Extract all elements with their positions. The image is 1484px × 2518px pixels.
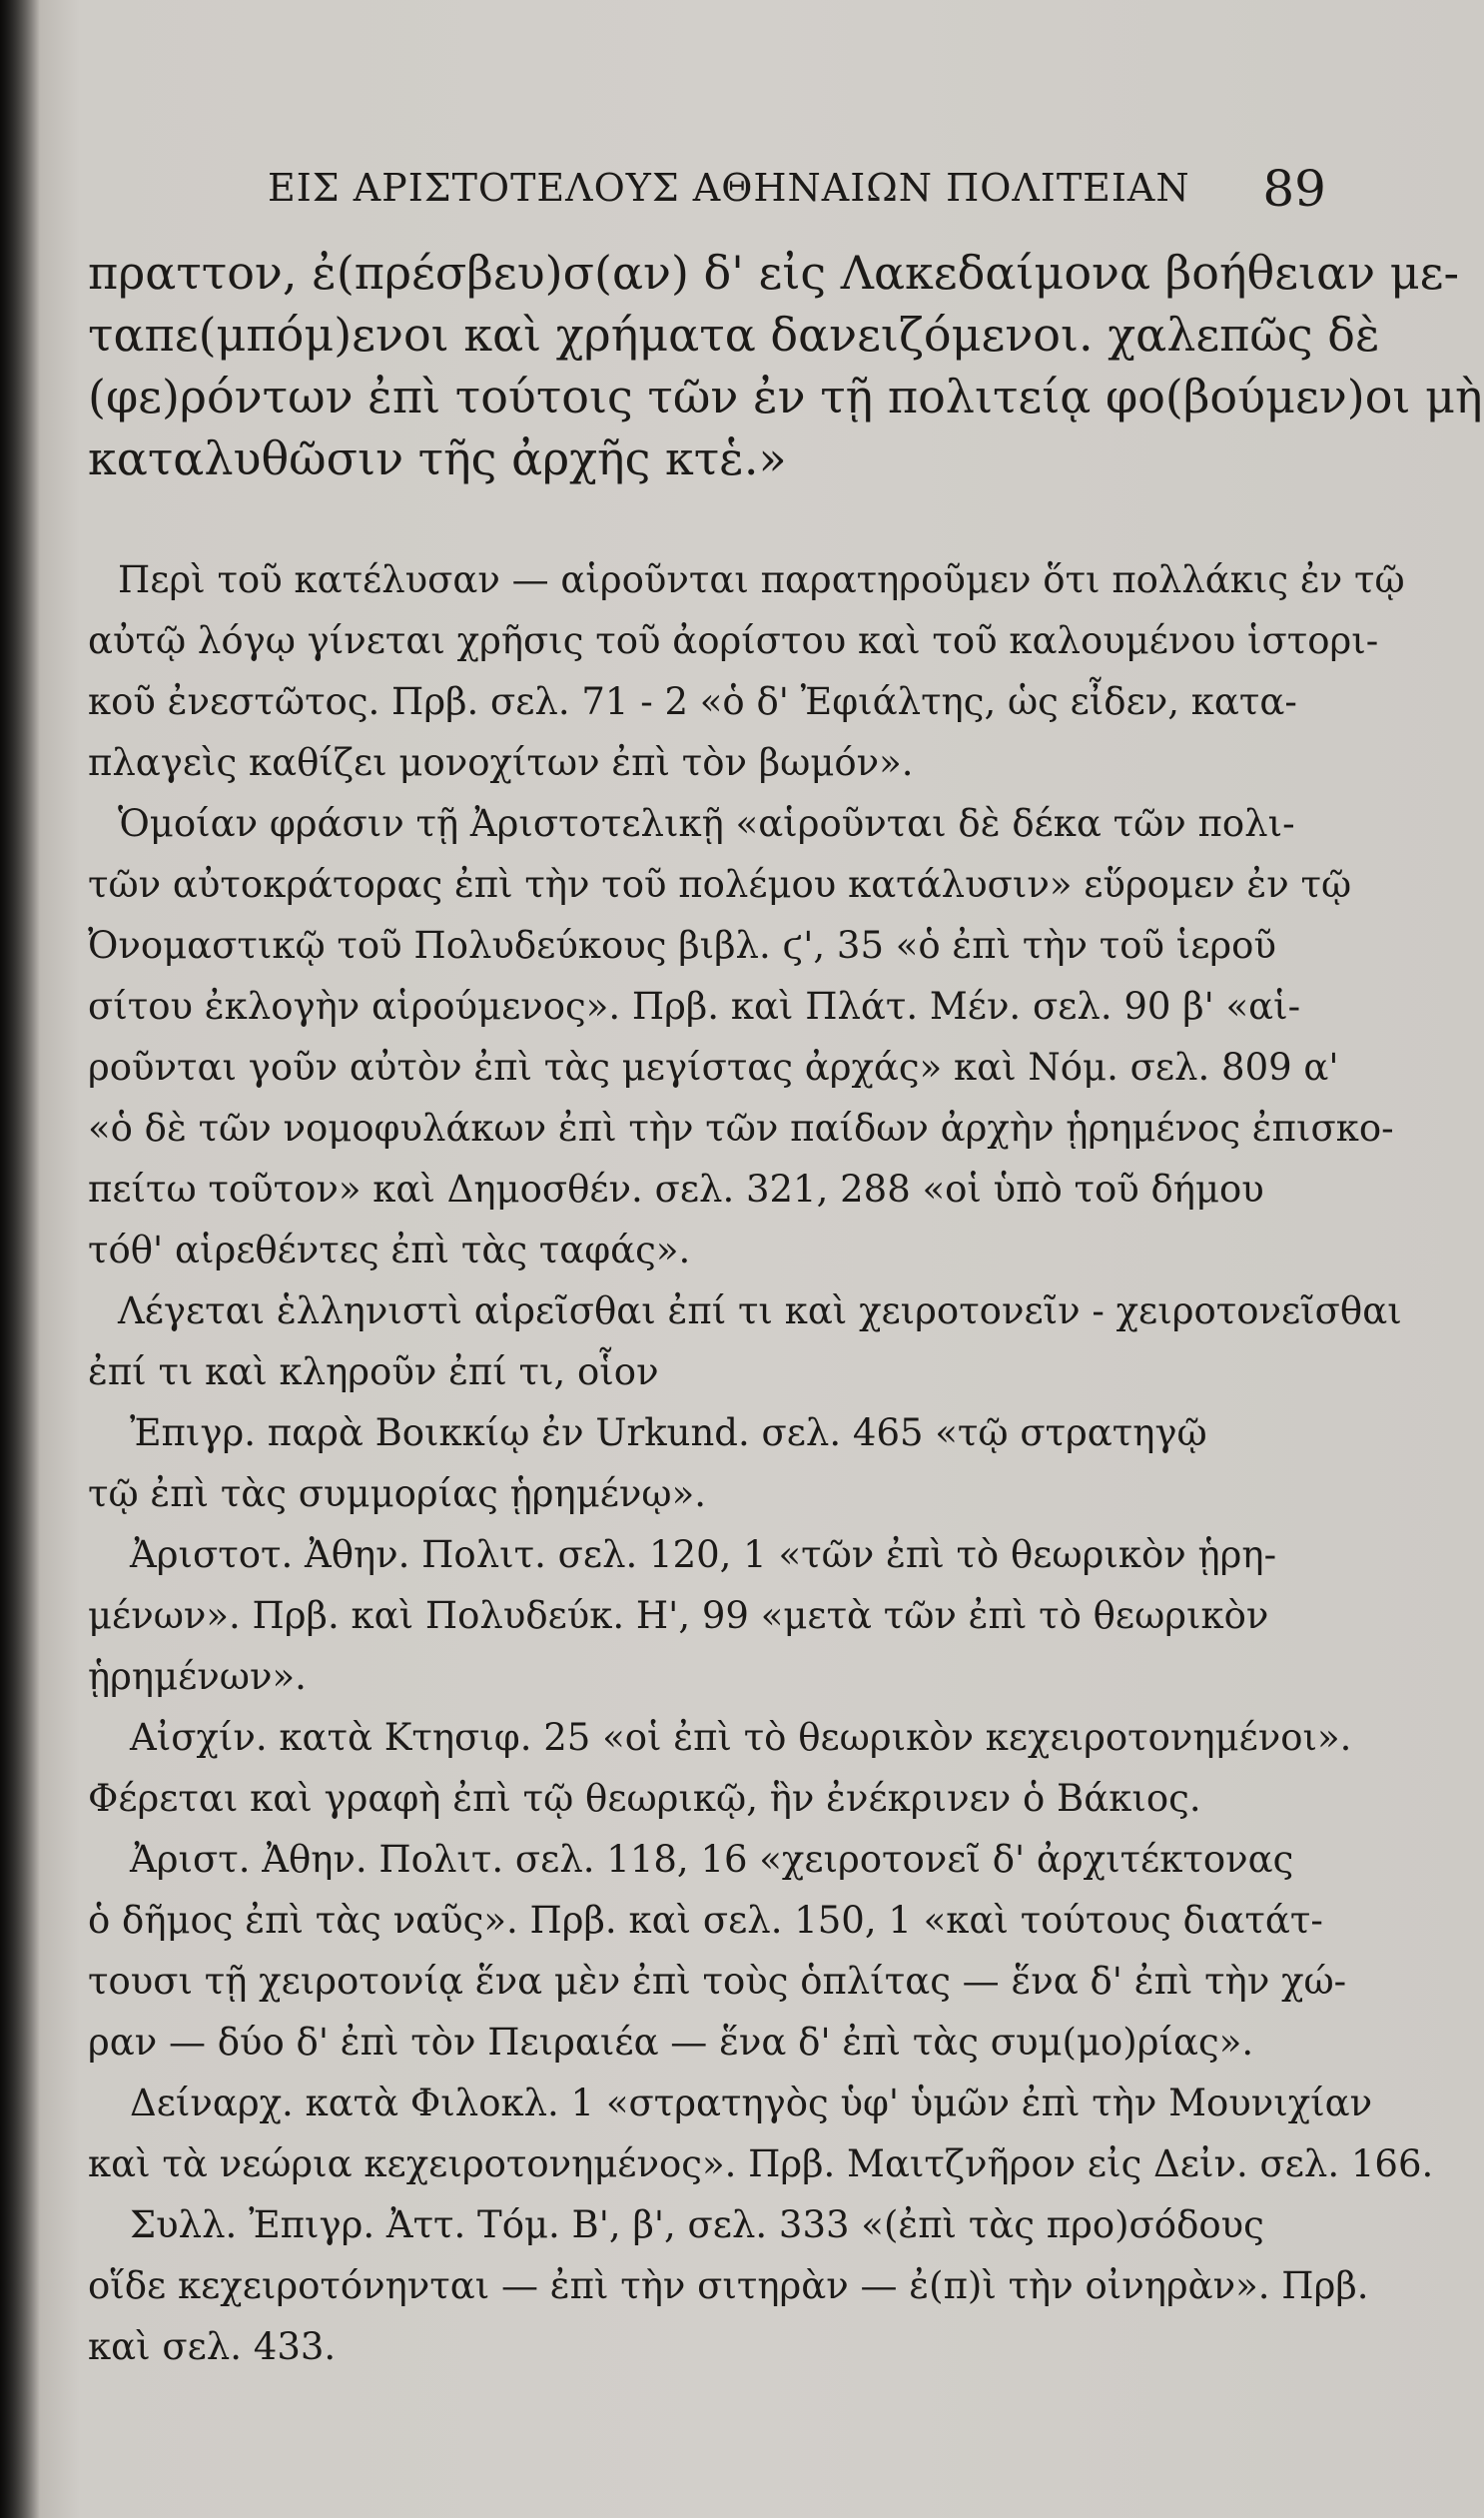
- text-line: Φέρεται καὶ γραφὴ ἐπὶ τῷ θεωρικῷ, ἣν ἐνέκρινεν ὁ Βάκιος.: [88, 1777, 1201, 1820]
- text-line: σίτου ἐκλογὴν αἱρούμενος». Πρβ. καὶ Πλάτ. Μέν. σελ. 90 β' «αἱ-: [88, 985, 1301, 1028]
- text-line: ταπε(μπόμ)ενοι καὶ χρήματα δανειζόμενοι. χαλεπῶς δὲ: [88, 308, 1380, 362]
- text-line: Ἀριστ. Ἀθην. Πολιτ. σελ. 118, 16 «χειροτονεῖ δ' ἀρχιτέκτονας: [130, 1838, 1294, 1881]
- text-line: κοῦ ἐνεστῶτος. Πρβ. σελ. 71 - 2 «ὁ δ' Ἐφιάλτης, ὡς εἶδεν, κατα-: [88, 680, 1297, 723]
- commentary-block: [88, 549, 1434, 2377]
- page-header: [268, 160, 1326, 220]
- spine-shadow: [0, 0, 40, 2518]
- text-line: μένων». Πρβ. καὶ Πολυδεύκ. Η', 99 «μετὰ τῶν ἐπὶ τὸ θεωρικὸν: [88, 1594, 1269, 1637]
- text-line: ὁ δῆμος ἐπὶ τὰς ναῦς». Πρβ. καὶ σελ. 150, 1 «καὶ τούτους διατάτ-: [88, 1899, 1323, 1942]
- text-line: αὐτῷ λόγῳ γίνεται χρῆσις τοῦ ἀορίστου καὶ τοῦ καλουμένου ἱστορι-: [88, 619, 1379, 662]
- text-line: Αἰσχίν. κατὰ Κτησιφ. 25 «οἱ ἐπὶ τὸ θεωρικὸν κεχειροτονημένοι».: [130, 1716, 1352, 1759]
- text-line: ᾑρημένων».: [88, 1655, 307, 1698]
- text-line: καταλυθῶσιν τῆς ἀρχῆς κτἑ.»: [88, 431, 787, 485]
- text-line: Ἐπιγρ. παρὰ Βοικκίῳ ἐν Urkund. σελ. 465 «τῷ στρατηγῷ: [130, 1411, 1207, 1454]
- text-line: πλαγεὶς καθίζει μονοχίτων ἐπὶ τὸν βωμόν».: [88, 741, 914, 784]
- text-line: Ὀνομαστικῷ τοῦ Πολυδεύκους βιβλ. ϛ', 35 «ὁ ἐπὶ τὴν τοῦ ἱεροῦ: [88, 924, 1276, 967]
- text-line: Περὶ τοῦ κατέλυσαν — αἱροῦνται παρατηροῦμεν ὅτι πολλάκις ἐν τῷ: [118, 558, 1405, 601]
- running-head: ΕΙΣ ΑΡΙΣΤΟΤΕΛΟΥΣ ΑΘΗΝΑΙΩΝ ΠΟΛΙΤΕΙΑΝ: [268, 166, 1190, 210]
- text-line: τουσι τῇ χειροτονίᾳ ἕνα μὲν ἐπὶ τοὺς ὁπλίτας — ἕνα δ' ἐπὶ τὴν χώ-: [88, 1960, 1347, 2003]
- text-line: «ὁ δὲ τῶν νομοφυλάκων ἐπὶ τὴν τῶν παίδων ἀρχὴν ᾑρημένος ἐπισκο-: [88, 1107, 1394, 1150]
- text-line: τόθ' αἱρεθέντες ἐπὶ τὰς ταφάς».: [88, 1229, 691, 1271]
- text-line: ροῦνται γοῦν αὐτὸν ἐπὶ τὰς μεγίστας ἀρχάς» καὶ Νόμ. σελ. 809 α': [88, 1046, 1339, 1089]
- text-line: καὶ σελ. 433.: [88, 2325, 337, 2368]
- text-line: ραν — δύο δ' ἐπὶ τὸν Πειραιέα — ἕνα δ' ἐπὶ τὰς συμ(μο)ρίας».: [88, 2021, 1254, 2064]
- text-line: τῶν αὐτοκράτορας ἐπὶ τὴν τοῦ πολέμου κατάλυσιν» εὕρομεν ἐν τῷ: [88, 863, 1352, 906]
- page-number: 89: [1262, 160, 1326, 218]
- text-line: Λέγεται ἑλληνιστὶ αἱρεῖσθαι ἐπί τι καὶ χειροτονεῖν - χειροτονεῖσθαι: [118, 1289, 1402, 1332]
- body-text: [88, 242, 1483, 2377]
- text-line: καὶ τὰ νεώρια κεχειροτονημένος». Πρβ. Μαιτζνῆρον εἰς Δεἰν. σελ. 166.: [88, 2142, 1434, 2185]
- text-line: πείτω τοῦτον» καὶ Δημοσθέν. σελ. 321, 288 «οἱ ὑπὸ τοῦ δήμου: [88, 1168, 1264, 1211]
- text-line: Συλλ. Ἐπιγρ. Ἀττ. Τόμ. Β', β', σελ. 333 «(ἐπὶ τὰς προ)σόδους: [130, 2203, 1264, 2246]
- text-line: Δείναρχ. κατὰ Φιλοκλ. 1 «στρατηγὸς ὑφ' ὑμῶν ἐπὶ τὴν Μουνιχίαν: [130, 2082, 1373, 2124]
- text-line: οἵδε κεχειροτόνηνται — ἐπὶ τὴν σιτηρὰν — ἐ(π)ὶ τὴν οἰνηρὰν». Πρβ.: [88, 2264, 1369, 2307]
- quote-block: [88, 242, 1483, 489]
- text-line: (φε)ρόντων ἐπὶ τούτοις τῶν ἐν τῇ πολιτείᾳ φο(βούμεν)οι μὴ: [88, 370, 1483, 423]
- text-line: Ὁμοίαν φράσιν τῇ Ἀριστοτελικῇ «αἱροῦνται δὲ δέκα τῶν πολι-: [118, 802, 1295, 845]
- text-line: ἐπί τι καὶ κληροῦν ἐπί τι, οἷον: [88, 1350, 659, 1393]
- text-line: τῷ ἐπὶ τὰς συμμορίας ᾑρημένῳ».: [88, 1472, 706, 1515]
- text-line: πραττον, ἐ(πρέσβευ)σ(αν) δ' εἰς Λακεδαίμονα βοήθειαν με-: [88, 246, 1459, 300]
- text-line: Ἀριστοτ. Ἀθην. Πολιτ. σελ. 120, 1 «τῶν ἐπὶ τὸ θεωρικὸν ᾑρη-: [130, 1533, 1277, 1576]
